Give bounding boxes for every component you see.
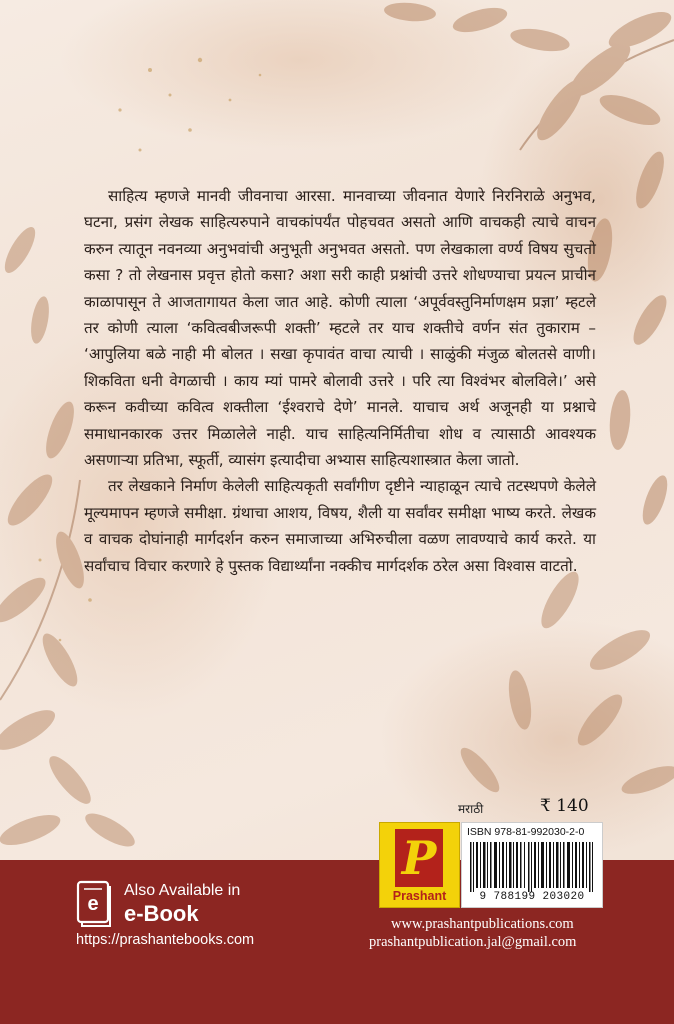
blurb-paragraph-2: तर लेखकाने निर्माण केलेली साहित्यकृती सर्वांगीण दृष्टीने न्याहाळून त्याचे तटस्थपणे केलेले मूल्यमापन म्हणजे समीक्षा. ग्रंथाचा आशय, विषय, शैली या सर्वांवर समीक्षा भाष्य करते. लेखक व वाचक दोघांनाही मार्गदर्शन करुन समाजाच्या अभिरुचीला वळण लावण्याचे कार्य करते. या सर्वांचाच विचार करणारे हे पुस्तक विद्यार्थ्यांना नक्कीच मार्गदर्शक ठरेल असा विश्वास वाटतो. xyxy=(84,477,596,575)
blurb-text xyxy=(84,183,596,579)
ebook-url-link[interactable]: https://prashantebooks.com xyxy=(76,932,255,948)
svg-text:e: e xyxy=(87,893,99,915)
logo-mark xyxy=(395,829,443,887)
ebook-icon xyxy=(76,880,114,928)
price-label: ₹ 140 xyxy=(540,796,589,816)
logo-letter: P xyxy=(401,831,437,885)
barcode-icon xyxy=(468,842,596,892)
blurb-paragraph-1: साहित्य म्हणजे मानवी जीवनाचा आरसा. मानवाच्या जीवनात येणारे निरनिराळे अनुभव, घटना, प्रसंग लेखक साहित्यरुपाने वाचकांपर्यंत पोहचवत असतो आणि वाचकही त्याचे वाचन करुन त्यातून नवनव्या अनुभवांची अनुभूती अनुभवत असतो. पण लेखकाला वर्ण्य विषय सुचतो कसा ? तो लेखनास प्रवृत्त होतो कसा? अशा सरी काही प्रश्नांची उत्तरे शोधण्याचा प्रयत्न प्राचीन काळापासून ते आजतागायत केला जात आहे. कोणी त्याला ‘अपूर्ववस्तुनिर्माणक्षम प्रज्ञा’ म्हटले तर कोणी त्याला ‘कवित्वबीजरूपी शक्ती’ म्हटले तर याच शक्तीचे वर्णन संत तुकाराम – ‘आपुलिया बळे नाही मी बोलत । सखा कृपावंत वाचा त्याची । साळुंकी मंजुळ बोलतसे वाणी। शिकविता धनी वेगळाची । काय म्यां पामरे बोलावी उत्तरे । परि त्या विश्वंभर बोलविले।’ असे करून कवीच्या कवित्व शक्तीला ‘ईश्वराचे देणे’ मानले. याचाच अर्थ अजूनही या प्रश्नाचे समाधानकारक उत्तर मिळालेले नाही. याच साहित्यनिर्मितीचा शोध व त्यासाठी आवश्यक असणाऱ्या प्रतिभा, स्फूर्ती, व्यासंग इत्यादीचा अभ्यास साहित्यशास्त्रात केला जातो. xyxy=(84,187,596,470)
publisher-website-link[interactable]: www.prashantpublications.com xyxy=(391,916,574,932)
ebook-label: e-Book xyxy=(124,901,199,926)
language-label: मराठी xyxy=(458,802,484,816)
isbn-number: ISBN 978-81-992030-2-0 xyxy=(467,826,585,838)
publisher-name: Prashant xyxy=(392,889,447,903)
publisher-email-link[interactable]: prashantpublication.jal@gmail.com xyxy=(369,934,577,950)
publisher-logo xyxy=(379,822,460,908)
also-available-label: Also Available in xyxy=(124,882,241,899)
barcode-digits: 9 788199 203020 xyxy=(479,891,585,903)
isbn-barcode xyxy=(461,822,603,908)
